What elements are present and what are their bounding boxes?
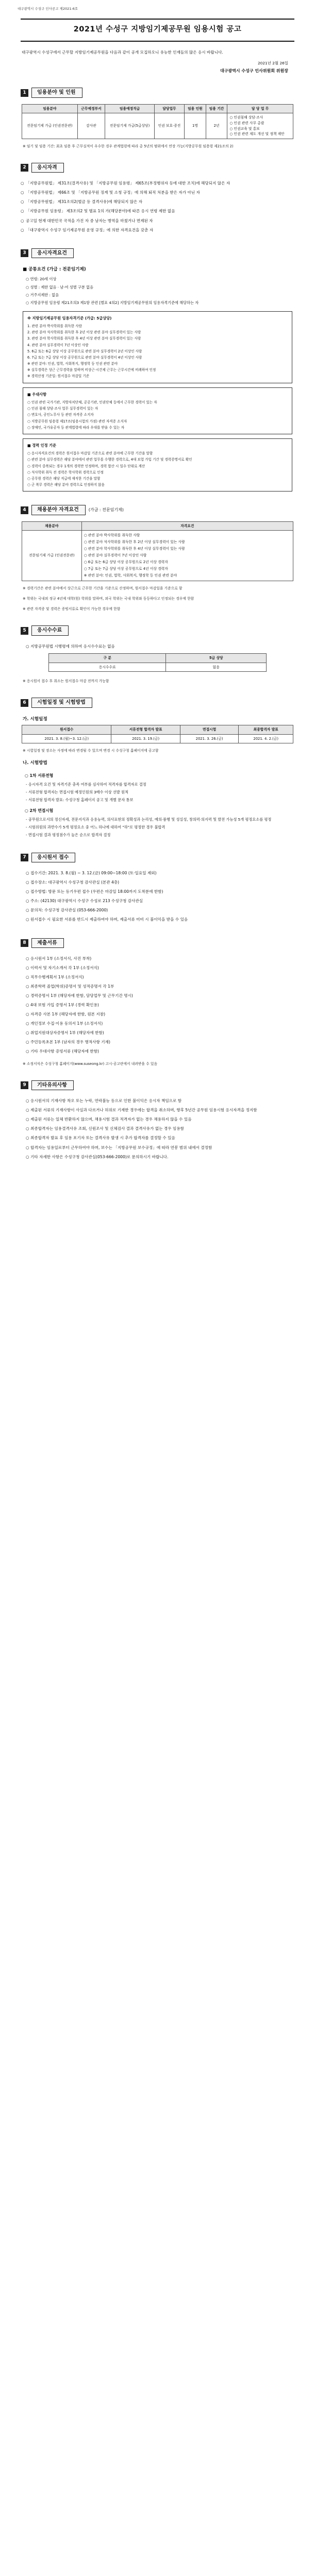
notice-item: ○ 제출된 서류의 기재사항이 사실과 다르거나 허위로 기재한 경우에는 합격을 취소하며, 향후 5년간 공무원 임용시험 응시자격을 정지함 bbox=[26, 1108, 257, 1113]
table-row bbox=[22, 113, 293, 139]
box-title: ■ 우대사항 bbox=[27, 392, 47, 397]
eligibility-item: ○ 「지방공무원법」 제31조(결격사유) 및 「지방공무원 임용령」 제65조(부정행위자 등에 대한 조치)에 해당되지 않은 자 bbox=[21, 181, 230, 186]
section-7-header bbox=[21, 853, 297, 863]
section-number: 1 bbox=[21, 89, 28, 97]
documents-note: ※ 소정서식은 수성구청 홈페이지(www.suseong.kr) 고시·공고란에서 내려받을 수 있음 bbox=[23, 1061, 158, 1066]
section-number: 9 bbox=[21, 1081, 28, 1089]
notice-item: ○ 최종합격자는 임용결격사유 조회, 신원조사 및 신체검사 결과 결격사유가 없는 경우 임용함 bbox=[26, 1126, 185, 1131]
section-number: 6 bbox=[21, 699, 28, 707]
fee-table bbox=[48, 653, 267, 672]
req-line: ○ 관련 분야 석사학위를 취득한 후 2년 이상 실무경력이 있는 사람 bbox=[84, 540, 185, 545]
stage-line: - 응시자격 요건 및 자격기준 충족 여부를 심사하여 적격자를 합격자로 결정 bbox=[26, 782, 146, 787]
duty-item: ○ 인권 관련 사무 총괄 bbox=[229, 121, 264, 125]
section-number: 8 bbox=[21, 939, 28, 947]
eligibility-item: ○ 「지방공무원 임용령」 제3조의2 및 별표 1의 가(해당분야)에 따른 응시 연령 제한 없음 bbox=[21, 209, 175, 214]
field-note: ※ 학위는 국내외 정규 4년제 대학(원) 학위를 말하며, 외국 학위는 국내 학위와 동등하다고 인정되는 경우에 한함 bbox=[23, 596, 194, 601]
table-cell: 인권 보호·증진 bbox=[154, 113, 184, 139]
eligibility-item: ○ 「지방공무원법」 제31조의2(벌금 등 결격사유)에 해당되지 않은 자 bbox=[21, 199, 143, 205]
requirements-cell bbox=[81, 531, 293, 581]
document-item: ○ 기타 우대사항 증빙서류 (해당자에 한함) bbox=[26, 1049, 99, 1054]
application-line: ○ 원서접수 시 필요한 서류를 반드시 제출하여야 하며, 제출서류 미비 시 불이익을 받을 수 있음 bbox=[26, 917, 188, 922]
table-header: 원서접수 bbox=[22, 725, 111, 735]
field-note: ※ 경력기간은 관련 분야에서 상근으로 근무한 기간을 기준으로 산정하며, 원서접수 마감일을 기준으로 함 bbox=[23, 586, 183, 590]
table-header: 최종합격자 발표 bbox=[239, 725, 293, 735]
box-line: ※ 관련 분야: 인권, 법학, 사회복지, 행정학 등 인권 관련 분야 bbox=[27, 362, 118, 366]
box-line: ○ 관련 분야 실무경력은 해당 분야에서 관련 업무를 수행한 경력으로, 4대 보험 가입 기간 및 경력증명서로 확인 bbox=[27, 457, 192, 462]
section-6-header bbox=[21, 698, 297, 708]
table-cell: 전문임기제 가급(5급상당) bbox=[105, 113, 155, 139]
term-note: ※ 임기 및 임용 기간: 최초 임용 후 근무실적이 우수한 경우 관계법령에 따라 총 5년의 범위에서 연장 가능(지방공무원 임용령 제21조의 2) bbox=[23, 144, 234, 148]
box-line: ○ 인권 침해 상담·조사 업무 실무경력이 있는 자 bbox=[27, 406, 98, 411]
announcement-date: 2021년 2월 26일 bbox=[257, 60, 288, 65]
stage-line: - 시험위원의 과반수가 5개 평정요소 중 어느 하나에 대하여 "하"로 평정한 경우 불합격 bbox=[26, 825, 165, 830]
duties-cell bbox=[227, 113, 293, 139]
issuer-name: 대구광역시 수성구 인사위원회 위원장 bbox=[220, 69, 288, 74]
notice-item: ○ 응시원서의 기재사항 착오 또는 누락, 연락불능 등으로 인한 불이익은 응시자 책임으로 함 bbox=[26, 1098, 182, 1104]
notice-item: ○ 기타 자세한 사항은 수성구청 감사관실(053-666-2000)로 문의하시기 바랍니다. bbox=[26, 1154, 169, 1159]
box-line: ○ 경력이 중복되는 경우 1개의 경력만 인정하며, 경력 합산 시 일수 단위로 계산 bbox=[27, 464, 145, 468]
subsection-title: 나. 시험방법 bbox=[23, 760, 47, 766]
box-line: 3. 관련 분야 학사학위를 취득한 후 4년 이상 관련 분야 실무경력이 있는 사람 bbox=[27, 336, 141, 341]
stage-title: ○ 2차 면접시험 bbox=[25, 808, 54, 813]
document-item: ○ 최종학력 졸업(학위)증명서 및 성적증명서 각 1부 bbox=[26, 984, 114, 989]
section-number: 4 bbox=[21, 506, 28, 514]
table-cell: 응시수수료 bbox=[49, 663, 166, 672]
requirement-item: ○ 성별 : 제한 없음 · 남·여 성별 구분 없음 bbox=[26, 284, 94, 290]
document-item: ○ 개인정보 수집·이용 동의서 1부 (소정서식) bbox=[26, 1021, 103, 1026]
document-item: ○ 주민등록초본 1부 (남자의 경우 병적사항 기재) bbox=[26, 1040, 110, 1045]
table-cell: 2021. 3. 26.(금) bbox=[180, 734, 239, 743]
box-line: ○ 인권 관련 국가기관, 지방자치단체, 공공기관, 인권단체 등에서 근무한 경력이 있는 자 bbox=[27, 400, 157, 404]
table-cell: 2021. 3. 19.(금) bbox=[111, 734, 180, 743]
subsection-title: ■ 공통요건 (가급 : 전문임기제) bbox=[23, 267, 86, 273]
schedule-table bbox=[22, 725, 293, 743]
req-line: ○ 관련 분야 학사학위를 취득한 후 4년 이상 실무경력이 있는 사람 bbox=[84, 547, 185, 551]
application-line: ○ 접수방법: 방문 또는 등기우편 접수 (우편은 마감일 18:00까지 도착분에 한함) bbox=[26, 889, 163, 894]
box-line: ○ 지방공무원 임용령 제17조(임용시험의 가점) 관련 자격증 소지자 bbox=[27, 419, 127, 423]
application-line: ○ 주소: (42130) 대구광역시 수성구 수성로 213 수성구청 감사관실 bbox=[26, 899, 143, 904]
table-header: 구 분 bbox=[49, 653, 166, 663]
section-title: 응시자격요건 bbox=[31, 248, 74, 259]
schedule-table-wrap bbox=[18, 725, 297, 743]
duty-item: ○ 인권교육 및 홍보 bbox=[229, 126, 260, 131]
positions-table-wrap bbox=[18, 104, 297, 139]
table-row bbox=[49, 663, 267, 672]
eligibility-item: ○ 「대구광역시 수성구 임기제공무원 운영 규정」에 의한 자격요건을 갖춘 자 bbox=[21, 227, 154, 232]
table-header: 임용분야 bbox=[22, 104, 78, 113]
section-2-header bbox=[21, 163, 297, 173]
stage-line: - 면접시험 결과 평정점수가 높은 순으로 합격자 결정 bbox=[26, 833, 111, 838]
qualification-criteria-box bbox=[23, 311, 292, 383]
eligibility-item: ○ 공고일 현재 대한민국 국적을 가진 자 중 남자는 병역을 마쳤거나 면제된 자 bbox=[21, 218, 153, 223]
document-item: ○ 4대 보험 가입 증명서 1부 (경력 확인용) bbox=[26, 1003, 99, 1008]
table-header: 채용분야 bbox=[22, 521, 82, 531]
subsection-title: 가. 시험일정 bbox=[23, 716, 47, 722]
fee-note: ※ 응시원서 접수 후 취소는 원서접수 마감 전까지 가능함 bbox=[23, 679, 109, 684]
section-title: 시험일정 및 시험방법 bbox=[31, 698, 92, 708]
section-number: 5 bbox=[21, 627, 28, 635]
schedule-note: ※ 시험일정 및 장소는 사정에 따라 변경될 수 있으며 변경 시 수성구청 홈페이지에 공고함 bbox=[23, 749, 159, 753]
field-requirements-table-wrap bbox=[18, 521, 297, 581]
table-header-row bbox=[22, 104, 293, 113]
application-line: ○ 문의처: 수성구청 감사관실 (053-666-2000) bbox=[26, 908, 108, 913]
box-line: ○ 군 복무 경력은 해당 분야 경력으로 인정하지 않음 bbox=[27, 483, 105, 487]
table-header-row bbox=[49, 653, 267, 663]
box-line: ○ 응시자격요건의 경력은 원서접수 마감일 기준으로 관련 분야에 근무한 기간을 말함 bbox=[27, 451, 153, 456]
table-header-row bbox=[22, 521, 293, 531]
requirement-note: ○ 지방공무원 임용령 제21조의3 제1항 관련 [별표 4의2] 지방임기제공무원의 임용자격기준에 해당하는 자 bbox=[26, 300, 199, 306]
box-line: 4. 관련 분야 실무경력이 7년 이상인 사람 bbox=[27, 343, 89, 347]
document-title: 2021년 수성구 지방임기제공무원 임용시험 공고 bbox=[21, 19, 294, 41]
req-line: ○ 6급 또는 6급 상당 이상 공무원으로 2년 이상 경력자 bbox=[84, 560, 168, 565]
box-line: ○ 장애인, 국가유공자 등 관계법령에 따라 우대를 받을 수 있는 자 bbox=[27, 425, 125, 430]
section-number: 2 bbox=[21, 164, 28, 172]
section-title: 채용분야 자격요건 bbox=[31, 505, 86, 515]
stage-line: - 공무원으로서의 정신자세, 전문지식과 응용능력, 의사표현의 정확성과 논리성, 예의·품행 및 성실성, 창의력·의지력 및 발전 가능성 5개 평정요소를 평정 bbox=[26, 817, 272, 822]
table-header: 5급 상당 bbox=[166, 653, 267, 663]
field-requirements-table bbox=[22, 521, 293, 581]
document-item: ○ 응시원서 1부 (소정서식, 사진 부착) bbox=[26, 956, 92, 961]
section-number: 3 bbox=[21, 249, 28, 257]
req-line: ○ 7급 또는 7급 상당 이상 공무원으로 4년 이상 경력자 bbox=[84, 566, 168, 571]
box-line: ○ 석사학위 취득 전 경력은 학사학위 경력으로 인정 bbox=[27, 470, 104, 474]
requirement-item: ○ 연령: 20세 이상 bbox=[26, 277, 57, 282]
section-8-header bbox=[21, 938, 297, 948]
table-header: 임용 기간 bbox=[206, 104, 227, 113]
table-cell: 2년 bbox=[206, 113, 227, 139]
section-title: 응시원서 접수 bbox=[31, 853, 75, 863]
fee-line: ○ 지방공무원법 시행령에 의하여 응시수수료는 없음 bbox=[26, 643, 115, 649]
application-line: ○ 접수기간: 2021. 3. 8.(월) ~ 3. 12.(금) 09:00~18:00 (토·일요일 제외) bbox=[26, 871, 157, 876]
box-line: ※ 경력산정 기준일: 원서접수 마감일 기준 bbox=[27, 374, 90, 379]
box-line: 6. 7급 또는 7급 상당 이상 공무원으로 관련 분야 실무경력이 4년 이상인 사람 bbox=[27, 355, 142, 360]
table-cell: 감사관 bbox=[77, 113, 105, 139]
table-header: 근무예정부서 bbox=[77, 104, 105, 113]
req-line: ○ 관련 분야 실무경력이 7년 이상인 사람 bbox=[84, 553, 147, 558]
section-title: 제출서류 bbox=[31, 938, 64, 948]
positions-table bbox=[22, 104, 293, 139]
document-item: ○ 직무수행계획서 1부 (소정서식) bbox=[26, 975, 84, 980]
notice-item: ○ 제출된 서류는 일체 반환하지 않으며, 채용시험 결과 적격자가 없는 경우 채용하지 않을 수 있음 bbox=[26, 1117, 192, 1122]
section-title: 임용분야 및 인원 bbox=[31, 88, 82, 98]
career-criteria-box bbox=[23, 438, 292, 492]
field-note: ※ 관련 자격증 및 경력은 증빙서류로 확인이 가능한 경우에 한함 bbox=[23, 607, 121, 612]
table-cell: 1명 bbox=[185, 113, 206, 139]
table-header: 서류전형 합격자 발표 bbox=[111, 725, 180, 735]
table-header: 면접시험 bbox=[180, 725, 239, 735]
box-line: 1. 관련 분야 박사학위를 취득한 사람 bbox=[27, 324, 82, 328]
section-3-header bbox=[21, 248, 297, 259]
stage-line: - 서류전형 합격자는 면접시험 예정인원의 3배수 이상 선발 원칙 bbox=[26, 790, 129, 795]
document-item: ○ 경력증명서 1부 (해당자에 한함, 담당업무 및 근무기간 명시) bbox=[26, 993, 133, 998]
stage-title: ○ 1차 서류전형 bbox=[25, 773, 54, 778]
box-title: ■ 경력 인정 기준 bbox=[27, 443, 56, 448]
req-line: ○ 관련 분야 박사학위를 취득한 사람 bbox=[84, 533, 140, 538]
table-header: 담 당 업 무 bbox=[227, 104, 293, 113]
preference-box bbox=[23, 387, 292, 434]
table-cell: 2021. 4. 2.(금) bbox=[239, 734, 293, 743]
document-item: ○ 자격증 사본 1부 (해당자에 한함, 원본 지참) bbox=[26, 1012, 106, 1017]
box-line: 5. 6급 또는 6급 상당 이상 공무원으로 관련 분야 실무경력이 2년 이상인 사람 bbox=[27, 349, 142, 353]
table-header: 자격요건 bbox=[81, 521, 293, 531]
table-cell: 2021. 3. 8.(월)~3. 12.(금) bbox=[22, 734, 111, 743]
box-line: ○ 변호사, 공인노무사 등 관련 자격증 소지자 bbox=[27, 413, 94, 417]
duty-item: ○ 인권 관련 제도 개선 및 정책 제안 bbox=[229, 132, 285, 137]
section-9-header bbox=[21, 1080, 297, 1091]
eligibility-item: ○ 「지방공무원법」 제66조 및 「지방공무원 징계 및 소청 규정」에 의해 퇴직 처분을 받은 자가 아닌 자 bbox=[21, 190, 200, 195]
req-line: ※ 관련 분야: 인권, 법학, 사회복지, 행정학 등 인권 관련 분야 bbox=[84, 573, 177, 578]
section-title: 기타유의사항 bbox=[31, 1080, 74, 1091]
table-header: 임용예정직급 bbox=[105, 104, 155, 113]
stage-line: - 서류전형 합격자 발표: 수성구청 홈페이지 공고 및 개별 문자 통보 bbox=[26, 798, 134, 803]
section-title: 응시자격 bbox=[31, 163, 64, 173]
table-cell: 전문임기제 가급 (인권전문관) bbox=[22, 531, 82, 581]
box-line: ※ 실무경력은 상근 근무경력을 말하며 비상근·시간제 근무는 근무시간에 비례하여 인정 bbox=[27, 368, 156, 372]
table-cell: 없음 bbox=[166, 663, 267, 672]
box-title: ※ 지방임기제공무원 임용자격기준 (가급: 5급상당) bbox=[27, 315, 112, 320]
table-header: 담당업무 bbox=[154, 104, 184, 113]
duty-item: ○ 인권침해 상담·조사 bbox=[229, 115, 263, 120]
table-row bbox=[22, 531, 293, 581]
requirement-item: ○ 거주지제한 : 없음 bbox=[26, 293, 59, 298]
section-subtitle: (가급 : 전문임기제) bbox=[88, 507, 124, 512]
table-header: 임용 인원 bbox=[185, 104, 206, 113]
fee-table-wrap bbox=[18, 651, 297, 674]
application-line: ○ 접수장소: 대구광역시 수성구청 감사관실 (본관 4층) bbox=[26, 880, 120, 885]
document-number: 대구광역시 수성구 인사공고 제2021-6호 bbox=[18, 7, 78, 11]
document-item: ○ 취업지원대상자증명서 1부 (해당자에 한함) bbox=[26, 1030, 104, 1036]
notice-item: ○ 최종합격자 발표 후 임용 포기자 또는 결격사유 발생 시 추가 합격자를 결정할 수 있음 bbox=[26, 1136, 175, 1141]
document-item: ○ 이력서 및 자기소개서 각 1부 (소정서식) bbox=[26, 965, 99, 971]
section-4-header bbox=[21, 505, 297, 515]
table-row bbox=[22, 734, 293, 743]
intro-paragraph: 대구광역시 수성구에서 근무할 지방임기제공무원을 다음과 같이 공개 모집하오니 유능한 인재들의 많은 응시 바랍니다. bbox=[22, 49, 223, 55]
section-number: 7 bbox=[21, 854, 28, 861]
notice-item: ○ 합격자는 임용일로부터 근무하여야 하며, 보수는 「지방공무원 보수규정」에 따라 연봉 범위 내에서 결정함 bbox=[26, 1145, 212, 1150]
table-header-row bbox=[22, 725, 293, 735]
section-1-header bbox=[21, 88, 297, 98]
table-cell: 전문임기제 가급 (인권전문관) bbox=[22, 113, 78, 139]
section-title: 응시수수료 bbox=[31, 625, 69, 636]
box-line: 2. 관련 분야 석사학위를 취득한 후 2년 이상 관련 분야 실무경력이 있는 사람 bbox=[27, 330, 141, 335]
box-line: ○ 공무원 경력은 해당 직급에 재직한 기간을 말함 bbox=[27, 476, 101, 481]
section-5-header bbox=[21, 625, 297, 636]
